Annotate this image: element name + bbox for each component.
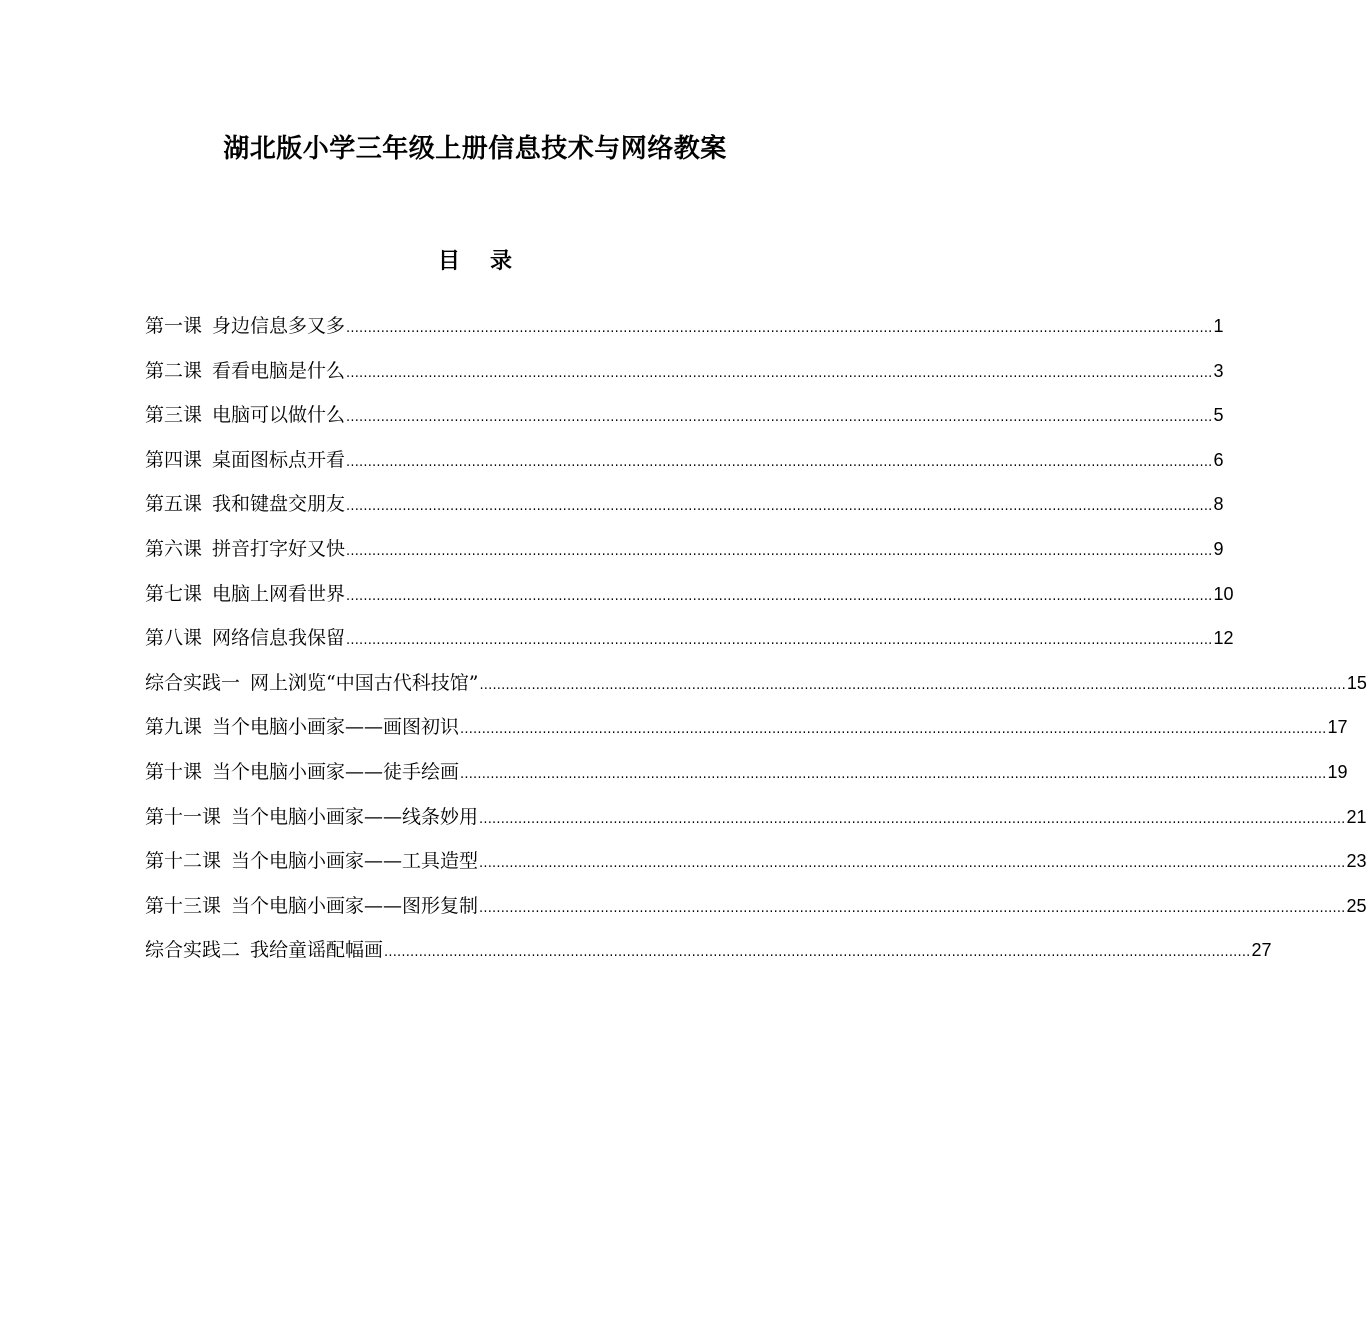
- toc-entry-number: 综合实践一: [145, 671, 241, 694]
- toc-entry-number: 第三课: [145, 404, 203, 427]
- toc-entry-label: [145, 932, 383, 968]
- toc-entry-title: 我给童谣配幅画: [250, 939, 384, 962]
- toc-entry-8[interactable]: [145, 620, 1234, 665]
- toc-entry-12[interactable]: [145, 799, 1367, 844]
- toc-entry-number: 第九课: [145, 716, 203, 739]
- toc-entry-page: 6: [1213, 449, 1224, 470]
- toc-entry-number: 第七课: [145, 582, 203, 605]
- toc-entry-page: 9: [1213, 538, 1224, 559]
- toc-entry-title: 网络信息我保留: [212, 627, 346, 650]
- toc-leader-dots: ........................................................................................................................................................................................................: [460, 722, 1327, 738]
- toc-leader-dots: ........................................................................................................................................................................................................: [346, 543, 1213, 559]
- toc-entry-15[interactable]: [145, 932, 1272, 977]
- toc-leader-dots: ........................................................................................................................................................................................................: [384, 945, 1251, 961]
- toc-entry-page: 5: [1213, 405, 1224, 426]
- toc-entry-10[interactable]: [145, 709, 1348, 754]
- toc-leader-dots: ........................................................................................................................................................................................................: [479, 900, 1346, 916]
- toc-entry-13[interactable]: [145, 843, 1367, 888]
- toc-entry-number: 第八课: [145, 627, 203, 650]
- toc-entry-page: 19: [1327, 761, 1348, 782]
- toc-entry-label: [145, 665, 478, 701]
- toc-entry-title: 看看电脑是什么: [212, 359, 346, 382]
- toc-entry-2[interactable]: [145, 353, 1224, 398]
- toc-leader-dots: ........................................................................................................................................................................................................: [346, 499, 1213, 515]
- toc-entry-label: [145, 620, 345, 656]
- toc-leader-dots: ........................................................................................................................................................................................................: [479, 677, 1346, 693]
- toc-entry-label: [145, 754, 459, 790]
- toc-leader-dots: ........................................................................................................................................................................................................: [346, 365, 1213, 381]
- toc-entry-label: [145, 888, 478, 924]
- toc-entry-title: 当个电脑小画家——线条妙用: [231, 805, 479, 828]
- toc-entry-label: [145, 486, 345, 522]
- toc-leader-dots: ........................................................................................................................................................................................................: [346, 321, 1213, 336]
- toc-leader-dots: ........................................................................................................................................................................................................: [346, 454, 1213, 470]
- toc-entry-label: [145, 576, 345, 612]
- toc-entry-page: 15: [1346, 672, 1367, 693]
- toc-entry-label: [145, 799, 478, 835]
- toc-entry-page: 1: [1213, 316, 1224, 336]
- document-title: 湖北版小学三年级上册信息技术与网络教案: [223, 134, 727, 164]
- toc-entry-title: 网上浏览“中国古代科技馆”: [250, 671, 479, 694]
- toc-entry-label: [145, 531, 345, 567]
- toc-entry-7[interactable]: [145, 576, 1234, 621]
- toc-leader-dots: ........................................................................................................................................................................................................: [460, 766, 1327, 782]
- toc-entry-1[interactable]: [145, 308, 1224, 353]
- toc-leader-dots: ........................................................................................................................................................................................................: [346, 588, 1213, 604]
- toc-entry-number: 第十一课: [145, 805, 222, 828]
- toc-entry-page: 21: [1346, 806, 1367, 827]
- toc-entry-number: 第五课: [145, 493, 203, 516]
- toc-entry-14[interactable]: [145, 888, 1367, 933]
- toc-entry-label: [145, 308, 345, 344]
- toc-entry-number: 综合实践二: [145, 939, 241, 962]
- toc-entry-title: 拼音打字好又快: [212, 537, 346, 560]
- toc-leader-dots: ........................................................................................................................................................................................................: [479, 811, 1346, 827]
- toc-entry-label: [145, 709, 459, 745]
- toc-entry-label: [145, 353, 345, 389]
- toc-entry-5[interactable]: [145, 486, 1224, 531]
- toc-entry-page: 17: [1327, 717, 1348, 738]
- toc-entry-page: 12: [1213, 628, 1234, 649]
- toc-entry-title: 当个电脑小画家——工具造型: [231, 850, 479, 873]
- toc-entry-label: [145, 397, 345, 433]
- toc-entry-label: [145, 843, 478, 879]
- toc-entry-title: 当个电脑小画家——画图初识: [212, 716, 460, 739]
- toc-heading: [0, 244, 950, 275]
- toc-entry-number: 第十课: [145, 760, 203, 783]
- toc-entry-number: 第一课: [145, 315, 203, 337]
- toc-entry-title: 电脑可以做什么: [212, 404, 346, 427]
- toc-entry-title: 身边信息多又多: [212, 315, 346, 337]
- toc-entry-6[interactable]: [145, 531, 1224, 576]
- toc-entry-11[interactable]: [145, 754, 1348, 799]
- toc-entry-title: 当个电脑小画家——图形复制: [231, 894, 479, 917]
- toc-entry-page: 25: [1346, 895, 1367, 916]
- toc-entry-number: 第十二课: [145, 850, 222, 873]
- toc-entry-title: 当个电脑小画家——徒手绘画: [212, 760, 460, 783]
- toc-entry-label: [145, 442, 345, 478]
- toc-entry-page: 10: [1213, 583, 1234, 604]
- toc-leader-dots: ........................................................................................................................................................................................................: [346, 410, 1213, 426]
- toc-entry-3[interactable]: [145, 397, 1224, 442]
- toc-entry-page: 3: [1213, 360, 1224, 381]
- toc-entry-title: 桌面图标点开看: [212, 448, 346, 471]
- toc-entry-9[interactable]: [145, 665, 1367, 710]
- toc-entry-number: 第十三课: [145, 894, 222, 917]
- toc-heading-char-1: 目: [437, 249, 460, 274]
- toc-entry-title: 电脑上网看世界: [212, 582, 346, 605]
- toc-leader-dots: ........................................................................................................................................................................................................: [346, 633, 1213, 649]
- table-of-contents: [145, 308, 1367, 977]
- toc-heading-char-2: 录: [490, 249, 513, 274]
- toc-entry-number: 第六课: [145, 537, 203, 560]
- toc-entry-page: 8: [1213, 494, 1224, 515]
- toc-entry-title: 我和键盘交朋友: [212, 493, 346, 516]
- toc-entry-number: 第四课: [145, 448, 203, 471]
- toc-entry-page: 27: [1251, 940, 1272, 961]
- toc-entry-page: 23: [1346, 851, 1367, 872]
- toc-entry-4[interactable]: [145, 442, 1224, 487]
- toc-entry-number: 第二课: [145, 359, 203, 382]
- toc-leader-dots: ........................................................................................................................................................................................................: [479, 856, 1346, 872]
